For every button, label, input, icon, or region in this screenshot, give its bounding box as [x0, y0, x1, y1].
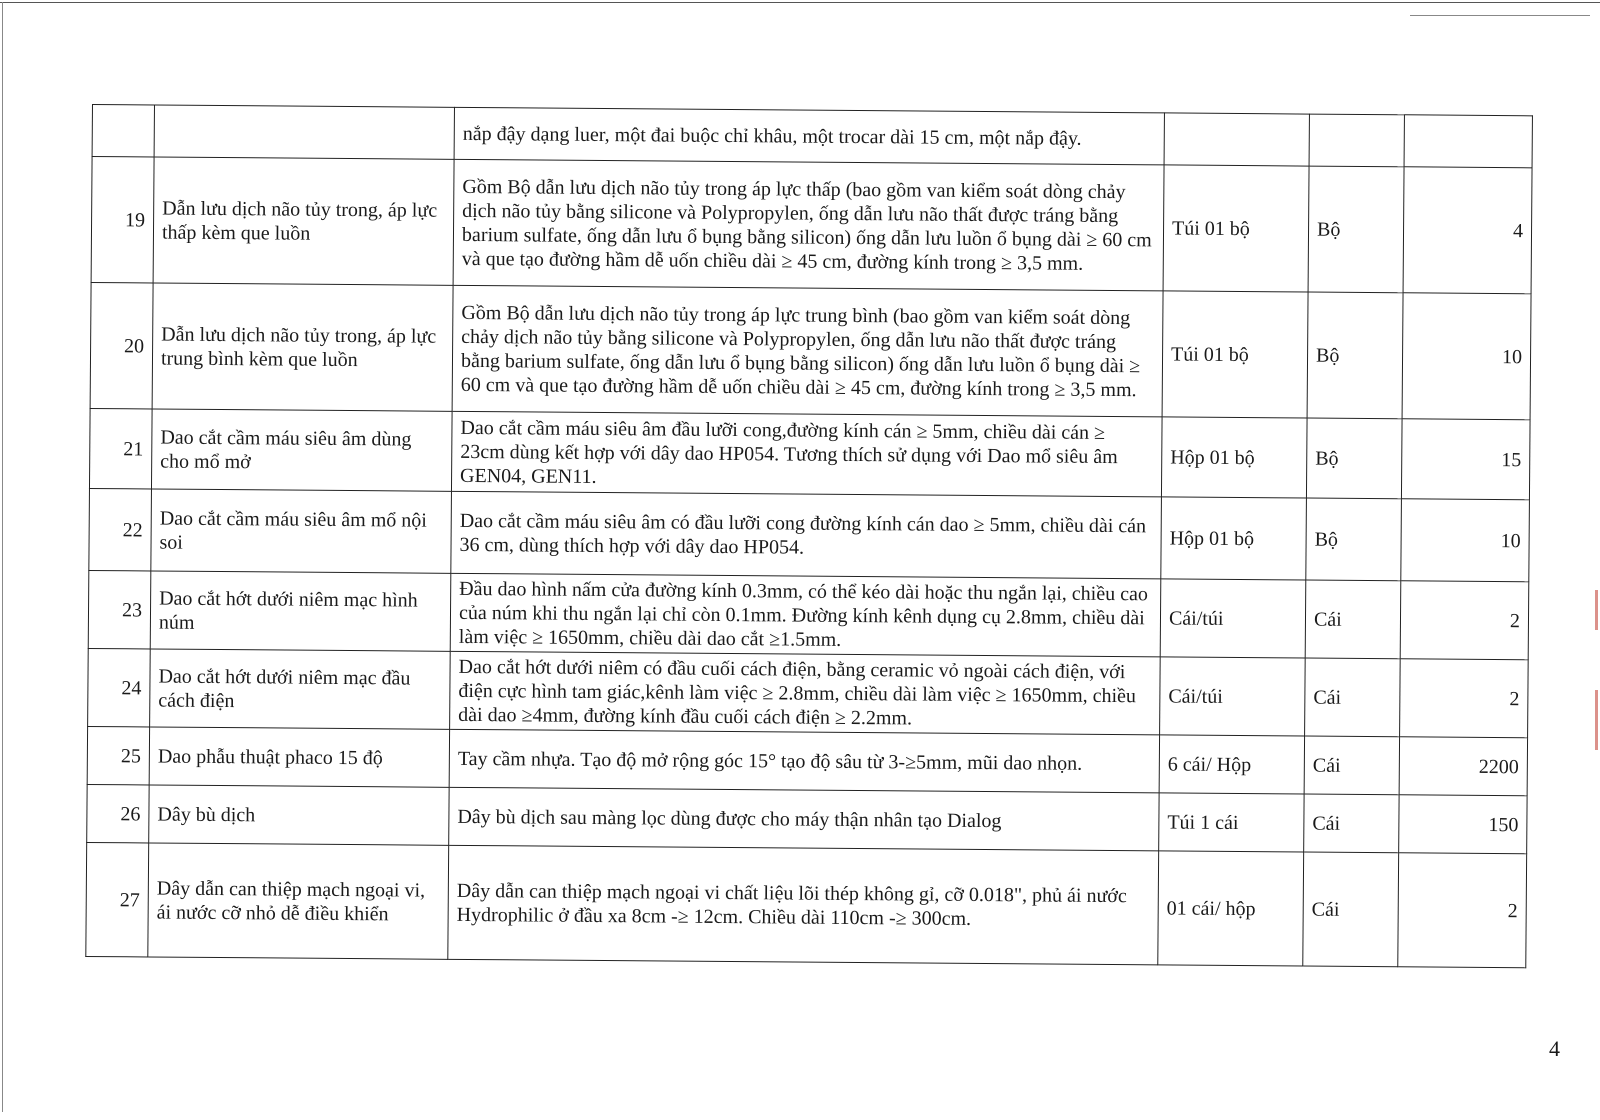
item-name: Dao cắt cầm máu siêu âm dùng cho mổ mở — [151, 409, 452, 491]
item-packaging: Cái/túi — [1160, 657, 1306, 736]
item-name: Dẫn lưu dịch não tủy trong, áp lực trung bình kèm que luồn — [152, 283, 453, 411]
item-packaging: Cái/túi — [1160, 579, 1306, 658]
table-row — [89, 408, 1530, 499]
item-packaging — [1164, 113, 1309, 166]
item-quantity: 15 — [1401, 419, 1530, 500]
item-unit: Cái — [1304, 736, 1399, 795]
item-packaging: 01 cái/ hộp — [1158, 851, 1304, 966]
item-quantity: 2200 — [1399, 737, 1527, 796]
item-unit: Bộ — [1306, 498, 1402, 581]
item-specification: Gồm Bộ dẫn lưu dịch não tủy trong áp lực trung bình (bao gồm van kiểm soát dòng chảy dịch não tủy bằng silicone và Polypropylen, ống dẫn lưu não thất được tráng bằng barium sulfate, ống dẫn lưu ổ bụng bằng silicon) ống dẫn lưu luồn ổ bụng dài ≥ 60 cm và que tạo đường hầm dễ uốn chiều dài ≥ 45 cm, đường kính trong ≥ 3,5 mm. — [452, 285, 1163, 417]
table-row — [89, 488, 1530, 581]
page-top-rule — [1410, 15, 1590, 16]
row-number: 23 — [88, 570, 151, 648]
row-number: 25 — [87, 726, 149, 784]
item-specification: Dây dẫn can thiệp mạch ngoại vi chất liệu lõi thép không gỉ, cỡ 0.018", phủ ái nước Hydrophilic ở đầu xa 8cm -≥ 12cm. Chiều dài 110cm -≥ 300cm. — [448, 845, 1159, 965]
table-row — [90, 282, 1531, 419]
table-row — [86, 842, 1527, 967]
item-quantity: 10 — [1402, 293, 1531, 420]
item-specification: Dao cắt hớt dưới niêm có đầu cuối cách điện, bằng ceramic vỏ ngoài cách điện, với điện cực hình tam giác,kênh làm việc ≥ 2.8mm, chiều dài làm việc ≥ 1650mm, chiều dài dao ≥4mm, đường kính đầu cuối cách điện ≥ 2.2mm. — [450, 651, 1161, 735]
item-name: Dao phẫu thuật phaco 15 độ — [149, 727, 449, 787]
page-number: 4 — [1549, 1036, 1560, 1061]
item-quantity: 2 — [1400, 659, 1529, 738]
table-row — [91, 157, 1532, 294]
row-number: 26 — [87, 784, 149, 842]
item-packaging: Túi 01 bộ — [1162, 291, 1308, 418]
item-quantity — [1404, 115, 1532, 168]
item-unit: Bộ — [1307, 292, 1403, 419]
item-quantity: 10 — [1401, 499, 1530, 582]
item-quantity: 2 — [1400, 581, 1529, 660]
item-quantity: 2 — [1398, 853, 1527, 968]
item-quantity: 150 — [1399, 795, 1527, 854]
item-name: Dẫn lưu dịch não tủy trong, áp lực thấp kèm que luồn — [153, 157, 454, 285]
item-packaging: Hộp 01 bộ — [1161, 497, 1307, 580]
item-name — [154, 105, 454, 159]
row-number: 21 — [89, 408, 152, 488]
item-unit: Bộ — [1306, 418, 1402, 499]
item-name: Dao cắt hớt dưới niêm mạc hình núm — [150, 571, 451, 651]
item-specification: nắp đậy dạng luer, một đai buộc chỉ khâu, một trocar dài 15 cm, một nắp đậy. — [454, 107, 1164, 165]
item-packaging: Túi 01 bộ — [1163, 165, 1309, 292]
item-specification: Dây bù dịch sau màng lọc dùng được cho máy thận nhân tạo Dialog — [449, 787, 1159, 851]
item-name: Dây dẫn can thiệp mạch ngoại vi, ái nước cỡ nhỏ dễ điều khiển — [148, 843, 449, 959]
item-specification: Dao cắt cầm máu siêu âm đầu lưỡi cong,đường kính cán ≥ 5mm, chiều dài cán ≥ 23cm dùng kết hợp với dây dao HP054. Tương thích sử dụng với Dao mổ siêu âm GEN04, GEN11. — [451, 411, 1162, 497]
row-number: 19 — [91, 157, 154, 283]
supply-table-container — [85, 104, 1532, 968]
item-packaging: Hộp 01 bộ — [1161, 417, 1307, 498]
row-number: 24 — [88, 648, 151, 726]
item-unit: Cái — [1305, 580, 1401, 659]
item-packaging: Túi 1 cái — [1159, 793, 1304, 852]
item-unit: Cái — [1303, 852, 1399, 967]
page-left-edge — [2, 2, 3, 1112]
item-name: Dao cắt cầm máu siêu âm mổ nội soi — [151, 489, 452, 573]
item-specification: Dao cắt cầm máu siêu âm có đầu lưỡi cong đường kính cán dao ≥ 5mm, chiều dài cán 36 cm, dùng thích hợp với dây dao HP054. — [451, 491, 1162, 579]
item-unit — [1309, 114, 1404, 167]
item-specification: Gồm Bộ dẫn lưu dịch não tủy trong áp lực thấp (bao gồm van kiểm soát dòng chảy dịch não tủy bằng silicone và Polypropylen, ống dẫn lưu não thất được tráng bằng barium sulfate, ống dẫn lưu ổ bụng bằng silicon) ống dẫn lưu luồn ổ bụng dài ≥ 60 cm và que tạo đường hầm dễ uốn chiều dài ≥ 45 cm, đường kính trong ≥ 3,5 mm. — [453, 159, 1164, 291]
scan-edge-mark — [1595, 590, 1598, 630]
row-number — [92, 105, 154, 157]
item-packaging: 6 cái/ Hộp — [1159, 735, 1304, 794]
item-specification: Tay cầm nhựa. Tạo độ mở rộng góc 15° tạo độ sâu từ 3-≥5mm, mũi dao nhọn. — [449, 729, 1159, 793]
item-quantity: 4 — [1403, 167, 1532, 294]
page-top-edge — [0, 2, 1600, 3]
item-name: Dây bù dịch — [149, 785, 449, 845]
item-name: Dao cắt hớt dưới niêm mạc đầu cách điện — [150, 649, 451, 729]
row-number: 22 — [89, 488, 152, 570]
supply-table — [85, 104, 1533, 968]
scan-edge-mark — [1595, 690, 1598, 750]
item-unit: Cái — [1305, 658, 1401, 737]
table-row — [88, 570, 1529, 659]
item-unit: Cái — [1304, 794, 1399, 853]
row-number: 20 — [90, 282, 153, 408]
item-specification: Đầu dao hình nấm cửa đường kính 0.3mm, có thể kéo dài hoặc thu ngắn lại, chiều cao của núm khi thu ngắn lại chỉ còn 0.1mm. Đường kính kênh dụng cụ 2.8mm, chiều dài làm việc ≥ 1650mm, chiều dài dao cắt ≥1.5mm. — [450, 573, 1161, 657]
row-number: 27 — [86, 842, 149, 956]
table-row — [88, 648, 1529, 737]
item-unit: Bộ — [1308, 166, 1404, 293]
